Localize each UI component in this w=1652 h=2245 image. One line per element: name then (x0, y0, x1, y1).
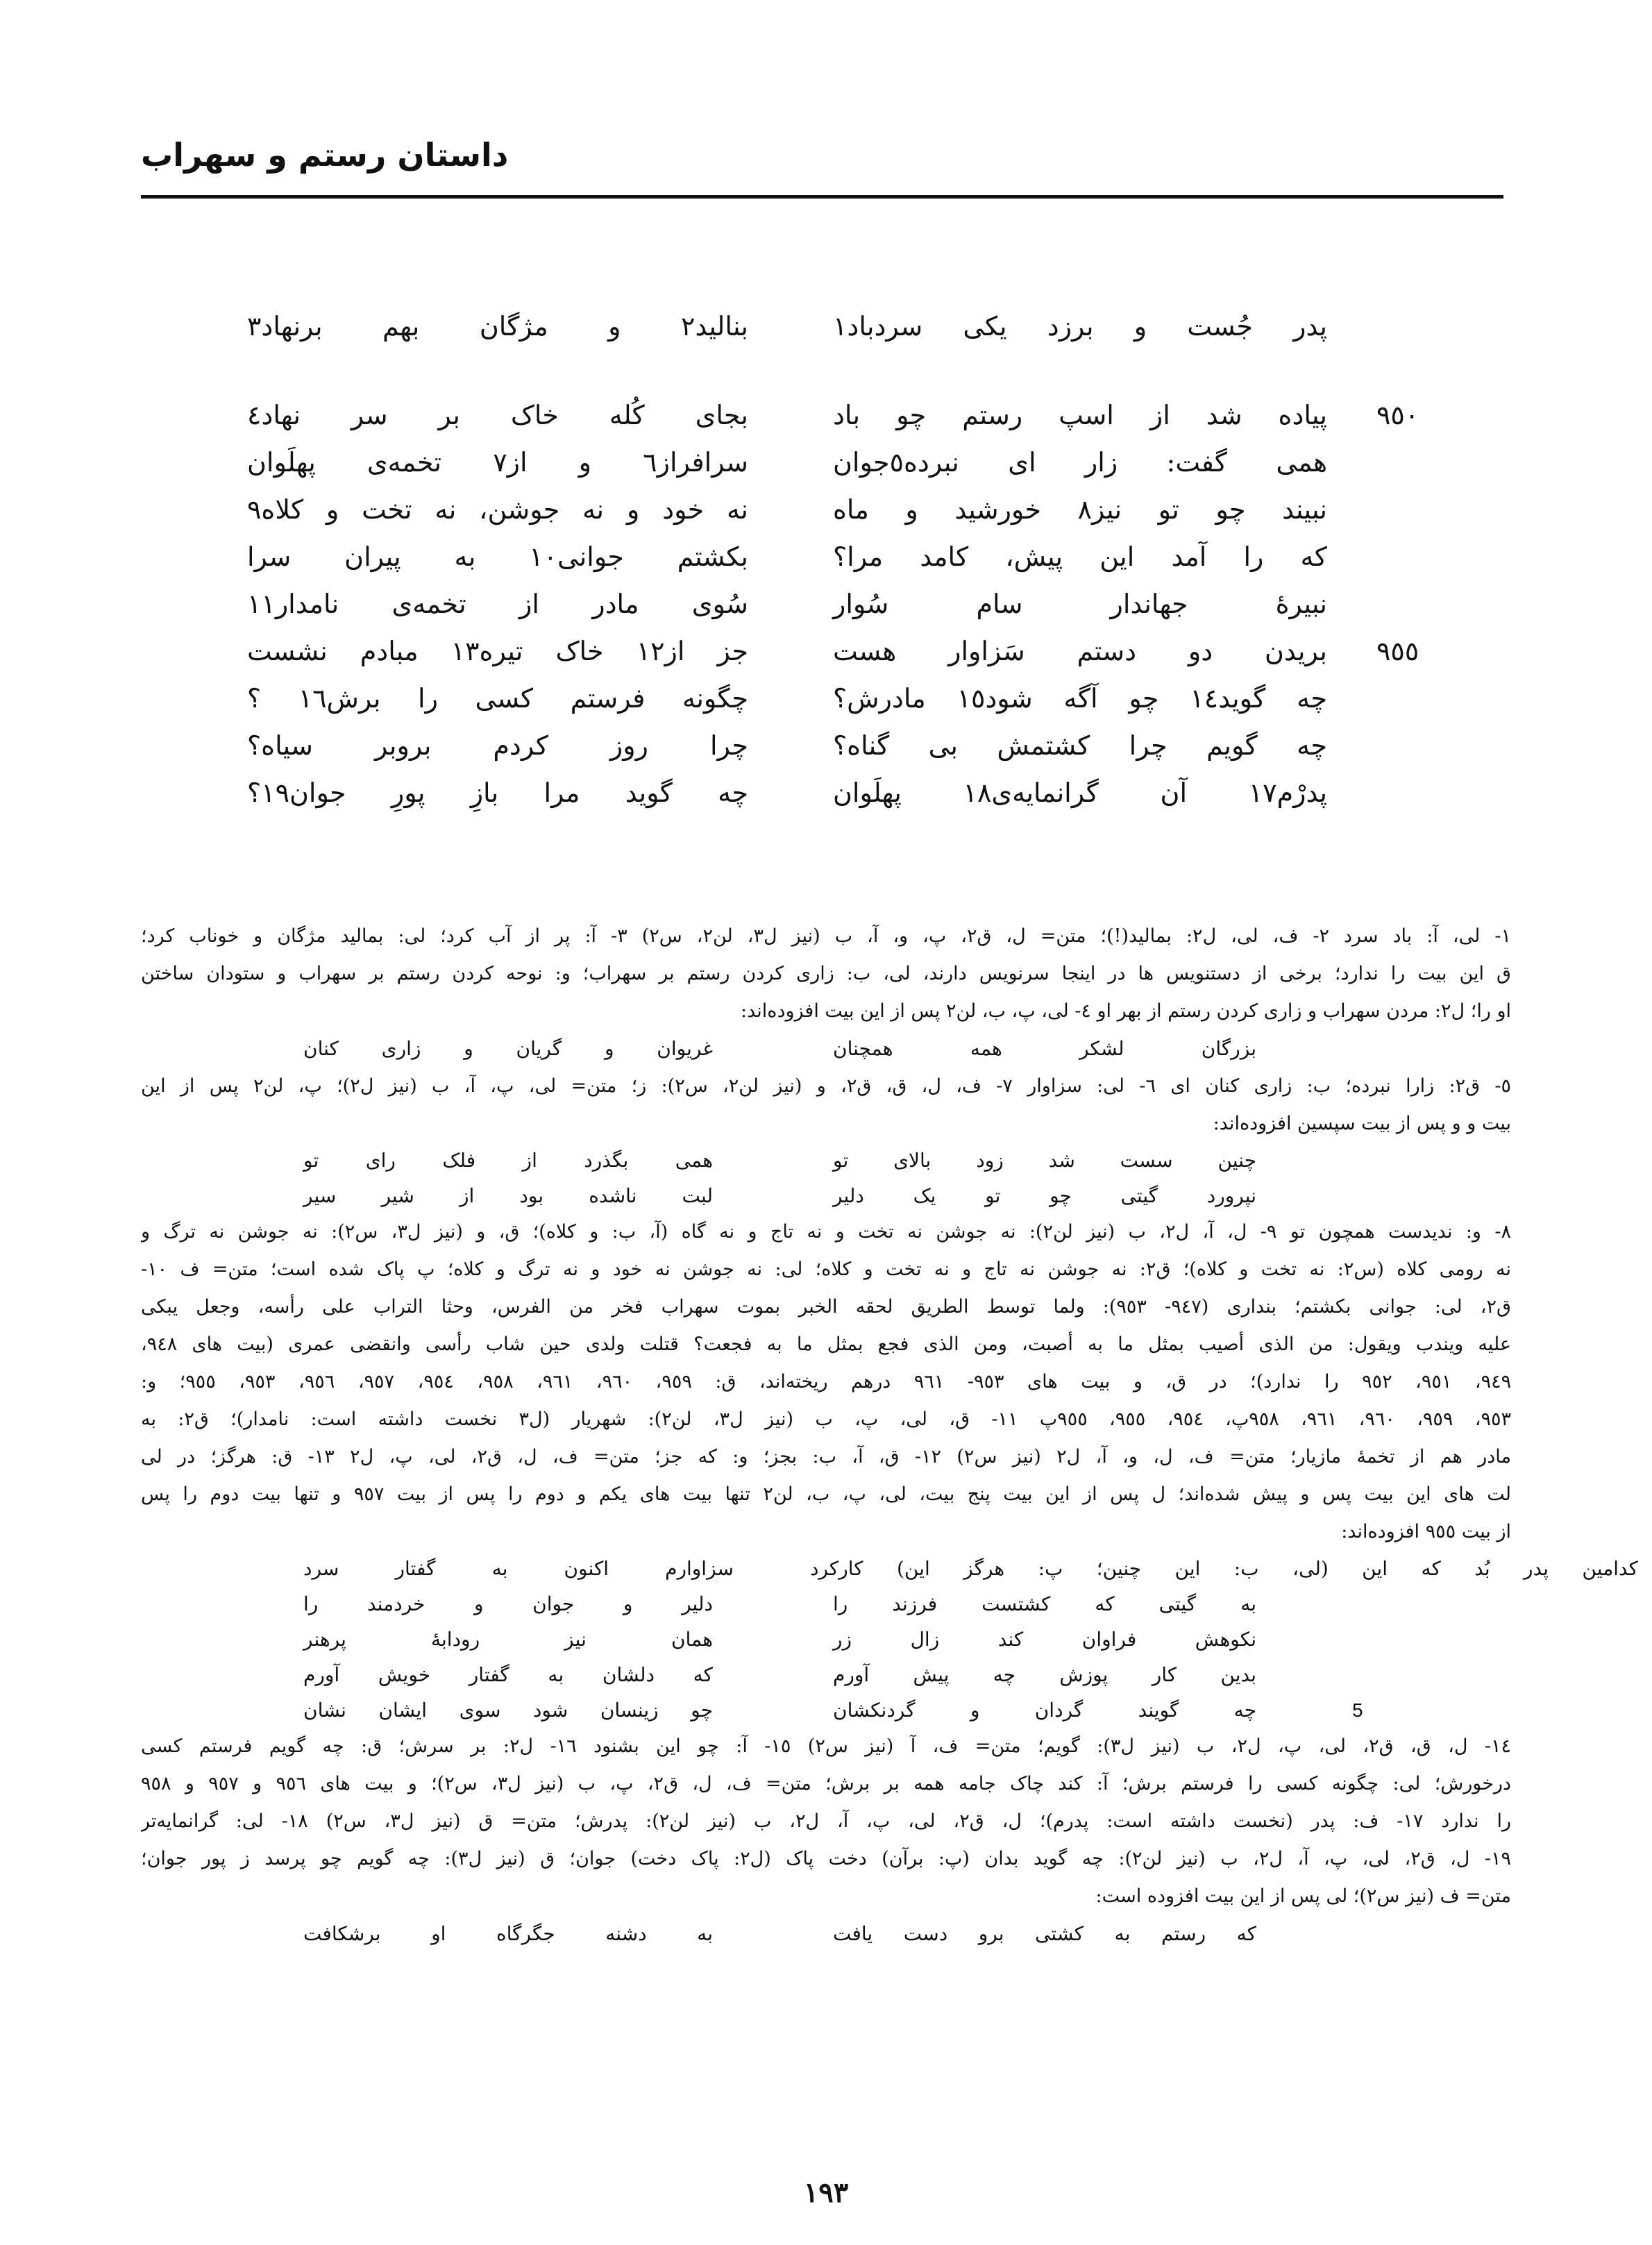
footnote-line: ١- لی، آ: باد سرد ٢- ف، لی، ل٢: بمالید(!)؛ متن= ل، ق٢، پ، و، آ، ب (نیز ل٣، لن٢، س٢) ٣- آ: پر از آب کرد؛ لی: بمالید مژگان و خوناب کرد؛ (141, 925, 1511, 947)
verse-first-hemistich: پدر جُست و برزد یکی سردباد١ (833, 311, 1327, 342)
verse-second-hemistich: چرا روز کردم بروبر سیاه؟ (247, 730, 748, 761)
footnote-verse-second: دلیر و جوان و خردمند را (303, 1592, 713, 1615)
footnote-line: درخورش؛ لی: چگونه کسی را فرستم برش؛ آ: کند چاک جامه همه بر برش؛ متن= ف، ل، ق٢، پ، ب (نیز ل٣، س٢)؛ و بیت های ٩٥٦ و ٩٥٧ و ٩٥٨ (141, 1773, 1511, 1794)
verse-first-hemistich: که را آمد این پیش، کامد مرا؟ (833, 541, 1327, 572)
verse-second-hemistich: سرافراز٦ و از٧ تخمه‌ی پهلَوان (247, 447, 748, 478)
verse-row (0, 678, 1652, 725)
footnote-line: مادر هم از تخمهٔ مازیار؛ متن= ف، ل، و، آ، ل٢ (نیز س٢) ١٢- ق، آ، ب: بجز؛ و: که جز؛ متن= ف، ل، ق٢، لی، پ، ل٢ ١٣- ق: هرگز؛ در لی (141, 1446, 1511, 1468)
footnote-verse-first: به گیتی که کشتست فرزند را (833, 1592, 1256, 1615)
footnote-line: ١٩- ل، ق٢، لی، پ، آ، ل٢، ب (نیز لن٢): چه گوید بدان (پ: برآن) دخت پاک (ل٢: پاک دخت) جوان؛ ق (نیز ل٣): چه گویم چو پرسد ز پور جوان؛ (141, 1848, 1511, 1869)
poem-verses (0, 305, 1652, 819)
footnote-verse-second: لبت ناشده بود از شیر سیر (303, 1184, 713, 1207)
verse-row (0, 394, 1652, 442)
footnote-line: بیت و و پس از بیت سپسین افزوده‌اند: (1213, 1113, 1511, 1134)
footnote-verse-first: کدامین پدر بُد که این (لی، ب: این چنین؛ پ: هرگز این) کارکرد (810, 1557, 1638, 1580)
footnote-verse (141, 1030, 1511, 1068)
header-rule (141, 195, 1503, 199)
footnote-verse-second: به دشنه جگرگاه او برشکافت (303, 1922, 713, 1945)
footnote-line: ق این بیت را ندارد؛ برخی از دستنویس ها در اینجا سرنویس دارند، لی، ب: زاری کردن رستم بر سهراب؛ و: نوحه کردن رستم بر سهراب و ستودان ساختن (141, 963, 1511, 984)
verse-number: ٩٥٠ (1376, 400, 1419, 430)
verse-second-hemistich: چه گوید مرا بازِ پورِ جوان١٩؟ (247, 777, 748, 808)
verse-row (0, 536, 1652, 583)
footnote-verse-first: چنین سست شد زود بالای تو (833, 1149, 1256, 1172)
footnote-line: لت های این بیت پس و پیش شده‌اند؛ ل پس از این بیت پنج بیت، لی، پ، ب، لن٢ تنها بیت های یکم و دوم را پس از بیت ٩٥٧ و تنها بیت دوم را پس (141, 1483, 1511, 1505)
footnote-verse (141, 1143, 1511, 1178)
footnote-verse-first: نپرورد گیتی چو تو یک دلیر (833, 1184, 1256, 1207)
verse-row (0, 583, 1652, 630)
footnote-line: ٥- ق٢: زارا نبرده؛ ب: زاری کنان ای ٦- لی: سزاوار ٧- ف، ل، ق، ق٢، و (نیز لن٢، س٢): ز؛ متن= لی، پ، آ، ب (نیز ل٢)؛ پ، لن٢ پس از این (141, 1075, 1511, 1097)
verse-first-hemistich: چه گوید١٤ چو آگه شود١٥ مادرش؟ (833, 683, 1328, 714)
verse-second-hemistich: بنالید٢ و مژگان بهم برنهاد٣ (247, 311, 748, 342)
verse-first-hemistich: پدرْم١٧ آن گرانمایه‌ی١٨ پهلَوان (833, 777, 1327, 808)
footnote-verse-second: که دلشان به گفتار خویش آورم (303, 1663, 713, 1686)
page-number: ١٩٣ (803, 2176, 849, 2209)
footnote-line: ق٢، لی: جوانی بکشتم؛ بنداری (٩٤٧- ٩٥٣): ولما توسط الطریق لحقه الخبر بموت سهراب فخر من الفرس، وحثا التراب علی رأسه، وجعل یبکی (141, 1296, 1511, 1318)
running-header-title: داستان رستم و سهراب (141, 136, 509, 174)
verse-row (0, 630, 1652, 678)
footnote-line: ٩٤٩، ٩٥١، ٩٥٢ را ندارد)؛ در ق، و بیت های ٩٥٣- ٩٦١ درهم ریخته‌اند، ق: ٩٥٩، ٩٦٠، ٩٦١، ٩٥٨، ٩٥٤، ٩٥٧، ٩٥٦، ٩٥٣، ٩٥٥؛ و: (141, 1371, 1511, 1393)
footnote-line: ١٤- ل، ق، ق٢، لی، پ، ل٢، ب (نیز ل٣): گویم؛ متن= ف، آ (نیز س٢) ١٥- آ: چو این بشنود ١٦- ل٢: بر سرش؛ ق: چه گویم فرستم کسی (141, 1735, 1511, 1757)
footnote-line: از بیت ٩٥٥ افزوده‌اند: (1341, 1521, 1511, 1542)
footnote-verse (141, 1586, 1511, 1622)
verse-row (0, 489, 1652, 536)
verse-second-hemistich: بجای کُله خاک بر سر نهاد٤ (247, 400, 748, 430)
verse-second-hemistich: بکشتم جوانی١٠ به پیران سرا (247, 541, 748, 572)
footnote-verse (141, 1915, 1511, 1953)
verse-row (0, 442, 1652, 489)
footnote-verse (141, 1657, 1511, 1692)
verse-row (0, 305, 1652, 394)
footnote-verse-second: سزاوارم اکنون به گفتار سرد (303, 1557, 734, 1580)
verse-first-hemistich: چه گویم چرا کشتمش بی گناه؟ (833, 730, 1327, 761)
footnote-verse (141, 1692, 1511, 1728)
verse-number: ٩٥٥ (1376, 636, 1419, 666)
footnote-verse-first: نکوهش فراوان کند زال زر (833, 1628, 1256, 1651)
footnote-verse-first: بدین کار پوزش چه پیش آورم (833, 1663, 1256, 1686)
footnotes (141, 918, 1638, 1953)
footnote-line: علیه ویندب ویقول: من الذی أصیب بمثل ما به أصبت، ومن الذی فجع بمثل ما به فجعت؟ قتلت ولدی حین شاب رأسی وانقضی عمری (بیت های ٩٤٨، (141, 1334, 1511, 1355)
verse-second-hemistich: جز از١٢ خاک تیره١٣ مبادم نشست (247, 636, 748, 666)
footnote-line: متن= ف (نیز س٢)؛ لی پس از این بیت افزوده است: (1095, 1885, 1511, 1907)
verse-first-hemistich: نبیند چو تو نیز٨ خورشید و ماه (833, 494, 1328, 525)
verse-first-hemistich: نبیرهٔ جهاندار سام سُوار (833, 589, 1327, 619)
footnote-line: را ندارد ١٧- ف: پدر (نخست داشته است: پدرم)؛ ل، ق٢، لی، پ، آ، ل٢، ب (نیز لن٢): پدرش؛ متن= ق (نیز ل٣، س٢) ١٨- لی: گرانمایه‌تر (141, 1810, 1511, 1832)
footnote-verse (141, 1178, 1511, 1213)
footnote-verse-first: بزرگان لشکر همه همچنان (833, 1037, 1256, 1060)
footnote-verse-second: همی بگذرد از فلک رای تو (303, 1149, 713, 1172)
footnote-verse-number: 5 (1352, 1699, 1363, 1721)
footnote-verse-first: چه گویند گردان و گردنکشان (833, 1699, 1256, 1722)
footnote-verse-second: چو زینسان شود سوی ایشان نشان (303, 1699, 713, 1722)
verse-second-hemistich: سُوی مادر از تخمه‌ی نامدار١١ (247, 589, 748, 619)
footnote-verse-second: غریوان و گریان و زاری کنان (303, 1037, 713, 1060)
footnote-line: او را؛ ل٢: مردن سهراب و زاری کردن رستم از بهر او ٤- لی، پ، ب، لن٢ پس از این بیت افزوده‌اند: (741, 1000, 1511, 1022)
verse-row (0, 725, 1652, 772)
footnote-line: نه رومی کلاه (س٢: نه تخت و کلاه)؛ ق٢: نه جوشن نه تاج و نه تخت و کلاه؛ لی: نه جوشن نه خود و نه ترگ و کلاه؛ پ پاک شده است؛ متن= ف ١٠- (141, 1259, 1511, 1280)
footnote-verse (141, 1551, 1638, 1586)
footnote-verse (141, 1622, 1511, 1657)
footnote-verse-second: همان نیز رودابهٔ پرهنر (303, 1628, 713, 1651)
verse-first-hemistich: پیاده شد از اسپ رستم چو باد (833, 400, 1327, 430)
verse-first-hemistich: همی گفت: زار ای نبرده٥جوان (833, 447, 1327, 478)
footnote-verse-first: که رستم به کشتی برو دست یافت (833, 1922, 1256, 1945)
verse-second-hemistich: چگونه فرستم کسی را برش١٦ ؟ (247, 683, 748, 714)
verse-first-hemistich: بریدن دو دستم سَزاوار هست (833, 636, 1327, 666)
verse-row (0, 772, 1652, 819)
footnote-line: ٨- و: ندیدست همچون تو ٩- ل، آ، ل٢، ب (نیز لن٢): نه جوشن نه تخت و نه تاج و نه گاه (آ، ب: و کلاه)؛ ق، و (نیز ل٣، س٢): نه جوشن نه ترگ و (141, 1221, 1511, 1243)
verse-second-hemistich: نه خود و نه جوشن، نه تخت و کلاه٩ (247, 494, 748, 525)
footnote-line: ٩٥٣، ٩٥٩، ٩٦٠، ٩٦١، ٩٥٨پ، ٩٥٤، ٩٥٥، ٩٥٥پ ١١- ق، لی، پ، ب (نیز ل٣، لن٢): شهریار (ل٣ نخست داشته است: نامدار)؛ ق٢: به (141, 1409, 1511, 1430)
